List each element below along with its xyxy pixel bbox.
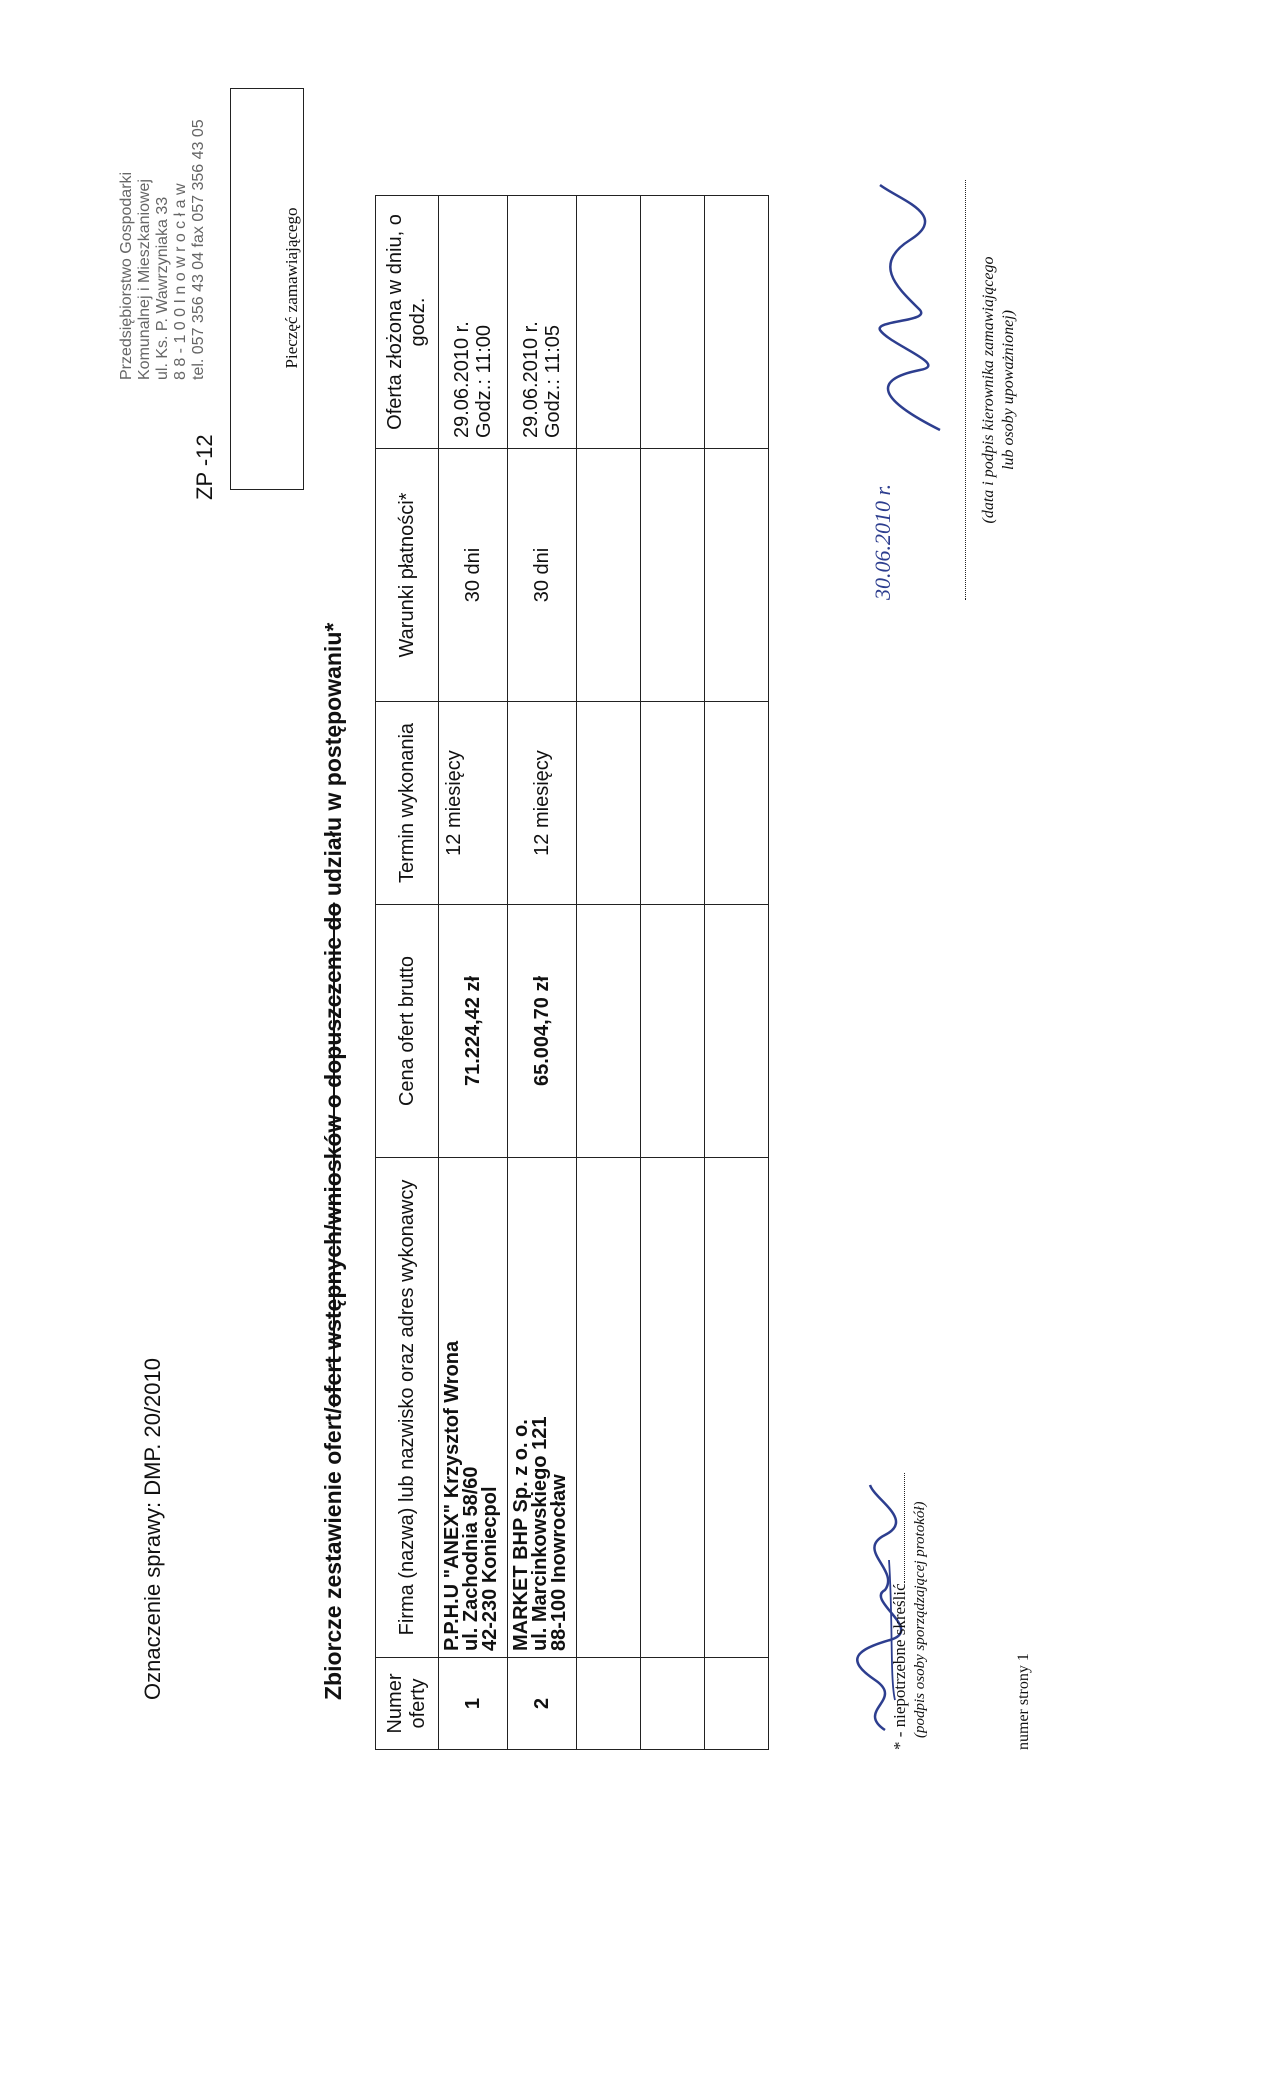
table-row bbox=[439, 196, 508, 1750]
header-submitted: Oferta złożona w dniu, o godz. bbox=[376, 196, 439, 449]
signature-date: 30.06.2010 r. bbox=[870, 483, 895, 600]
footnote-caption: (podpis osoby sporządzającej protokół) bbox=[912, 1501, 928, 1738]
stamp-caption: Pieczęć zamawiającego bbox=[282, 207, 301, 369]
footnote-text: * - niepotrzebne skreślić bbox=[890, 1583, 909, 1750]
offer-date: 29.06.2010 r. bbox=[520, 321, 542, 438]
offer-date: 29.06.2010 r. bbox=[451, 321, 473, 438]
offer-term: 12 miesięcy bbox=[439, 702, 508, 905]
dotted-line bbox=[904, 1473, 905, 1583]
header-price: Cena ofert brutto bbox=[376, 905, 439, 1158]
title-struck-text: ofert wstępnych/wniosków o dopuszczenie do bbox=[320, 902, 346, 1408]
table-row bbox=[705, 196, 769, 1750]
offer-number: 2 bbox=[508, 1658, 577, 1750]
offer-submitted bbox=[508, 196, 577, 449]
form-code: ZP -12 bbox=[192, 434, 217, 500]
stamp-line: Komunalnej i Mieszkaniowej bbox=[136, 179, 153, 380]
page-title bbox=[320, 623, 347, 1700]
header-term: Termin wykonania bbox=[376, 702, 439, 905]
header-number: Numer oferty bbox=[376, 1658, 439, 1750]
stamp-line: Przedsiębiorstwo Gospodarki bbox=[118, 171, 135, 380]
table-row bbox=[577, 196, 641, 1750]
offer-number: 1 bbox=[439, 1658, 508, 1750]
signature-line bbox=[965, 180, 966, 600]
footnote bbox=[890, 1473, 910, 1750]
signature-caption: lub osoby upoważnionej) bbox=[1000, 310, 1017, 470]
offer-price: 65.004,70 zł bbox=[508, 905, 577, 1158]
offer-price: 71.224,42 zł bbox=[439, 905, 508, 1158]
firm-city: 42-230 Koniecpol bbox=[479, 1486, 501, 1651]
table-header-row bbox=[376, 196, 439, 1750]
signature-caption: (data i podpis kierownika zamawiającego bbox=[980, 256, 997, 524]
header-payment: Warunki płatności* bbox=[376, 449, 439, 702]
title-suffix: udziału w postępowaniu* bbox=[320, 622, 346, 903]
stamp-line: ul. Ks. P. Wawrzyniaka 33 bbox=[154, 196, 171, 380]
offer-time: Godz.: 11:05 bbox=[542, 324, 564, 438]
table-row bbox=[508, 196, 577, 1750]
firm-name: P.P.H.U "ANEX" Krzysztof Wrona bbox=[441, 1340, 463, 1651]
offer-firm bbox=[508, 1158, 577, 1658]
offer-payment: 30 dni bbox=[439, 449, 508, 702]
firm-street: ul. Zachodnia 58/60 bbox=[460, 1466, 482, 1651]
head-signature bbox=[860, 180, 960, 440]
stamp-line: 8 8 - 1 0 0 I n o w r o c ł a w bbox=[172, 183, 189, 380]
offer-term: 12 miesięcy bbox=[508, 702, 577, 905]
offer-firm bbox=[439, 1158, 508, 1658]
firm-city: 88-100 Inowrocław bbox=[548, 1474, 570, 1651]
firm-street: ul. Marcinkowskiego 121 bbox=[529, 1416, 551, 1651]
stamp-line: tel. 057 356 43 04 fax 057 356 43 05 bbox=[190, 119, 207, 380]
company-stamp-text bbox=[118, 60, 208, 380]
header-firm: Firma (nazwa) lub nazwisko oraz adres wykonawcy bbox=[376, 1158, 439, 1658]
offer-time: Godz.: 11:00 bbox=[473, 324, 495, 438]
offer-submitted bbox=[439, 196, 508, 449]
offers-table bbox=[375, 195, 769, 1750]
offer-payment: 30 dni bbox=[508, 449, 577, 702]
title-prefix: Zbiorcze zestawienie ofert/ bbox=[320, 1407, 346, 1700]
table-row bbox=[641, 196, 705, 1750]
case-reference: Oznaczenie sprawy: DMP. 20/2010 bbox=[140, 1358, 165, 1700]
page-number: numer strony 1 bbox=[1015, 1653, 1032, 1750]
firm-name: MARKET BHP Sp. z o. o. bbox=[510, 1419, 532, 1651]
